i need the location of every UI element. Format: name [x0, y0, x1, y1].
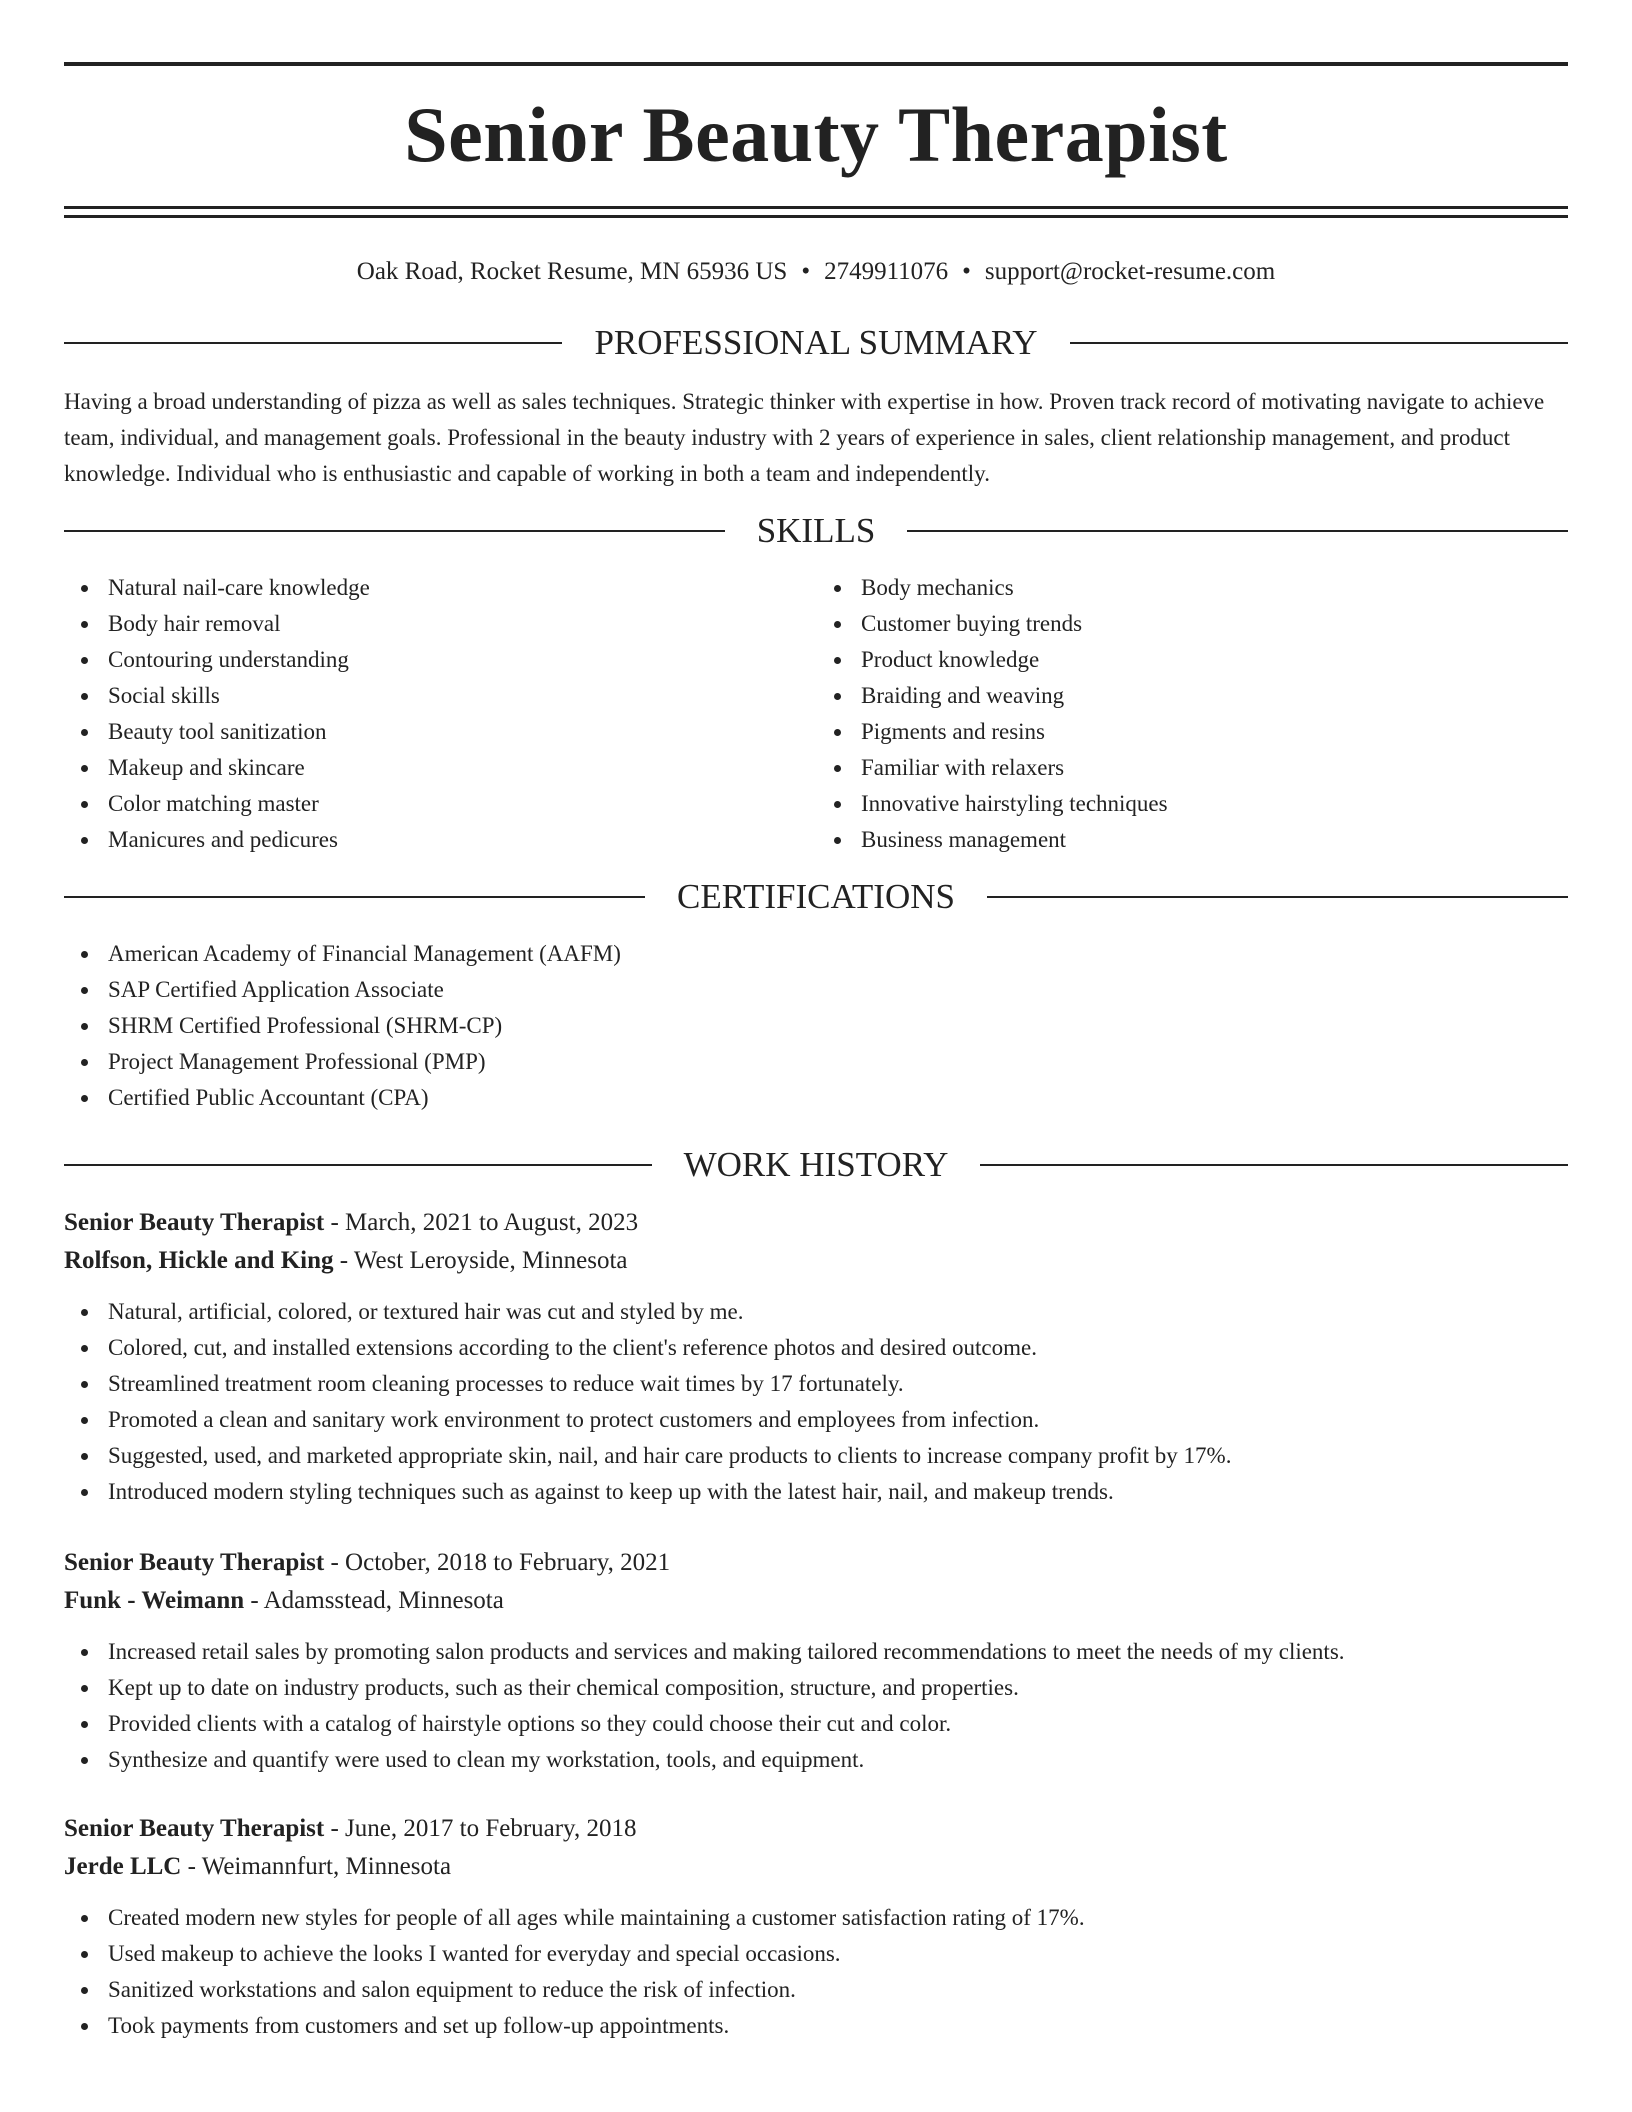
contact-separator: •	[962, 258, 971, 285]
skills-heading	[64, 504, 1568, 558]
summary-text: Having a broad understanding of pizza as well as sales techniques. Strategic thinker with expertise in how. Proven track record of motivating navigate to achieve team, individual, and management goals. Professional in the beauty industry with 2 years of experience in sales, client relationship management, and product knowledge. Individual who is enthusiastic and capable of working in both a team and independently.	[64, 389, 1545, 486]
job-bullets	[64, 1900, 1568, 2044]
heading-rule-left	[64, 896, 645, 898]
job-title: Senior Beauty Therapist	[64, 1815, 325, 1842]
job-bullet: Natural, artificial, colored, or textured hair was cut and styled by me.	[64, 1294, 1568, 1330]
work-history-heading-label: WORK HISTORY	[683, 1145, 949, 1184]
job-bullets	[64, 1294, 1568, 1510]
job-bullet: Synthesize and quantify were used to clean my workstation, tools, and equipment.	[64, 1742, 1568, 1778]
job-bullet: Created modern new styles for people of all ages while maintaining a customer satisfaction rating of 17%.	[64, 1900, 1568, 1936]
skill-item: Body mechanics	[817, 570, 1568, 606]
contact-separator: •	[801, 258, 811, 285]
job-bullet: Sanitized workstations and salon equipment to reduce the risk of infection.	[64, 1972, 1568, 2008]
skill-item: Product knowledge	[817, 642, 1568, 678]
job-dates: - October, 2018 to February, 2021	[324, 1549, 671, 1576]
skills-list-right	[815, 570, 1568, 858]
heading-rule-right	[907, 530, 1568, 532]
job-bullet: Promoted a clean and sanitary work environment to protect customers and employees from infection.	[64, 1402, 1568, 1438]
certification-item: American Academy of Financial Management (AAFM)	[64, 936, 1568, 972]
job-bullets	[64, 1634, 1568, 1778]
job-company: Rolfson, Hickle and King	[64, 1247, 334, 1274]
skills-list-left	[64, 570, 815, 858]
skill-item: Body hair removal	[64, 606, 815, 642]
heading-rule-left	[64, 342, 562, 344]
contact-line	[64, 252, 1568, 292]
contact-phone: 2749911076	[824, 258, 949, 285]
job-title: Senior Beauty Therapist	[64, 1549, 325, 1576]
skill-item: Social skills	[64, 678, 815, 714]
work-history-heading	[64, 1138, 1568, 1192]
job-bullet: Kept up to date on industry products, such as their chemical composition, structure, and properties.	[64, 1670, 1568, 1706]
contact-address: Oak Road, Rocket Resume, MN 65936 US	[356, 258, 788, 285]
skill-item: Innovative hairstyling techniques	[817, 786, 1568, 822]
job-location: - Adamsstead, Minnesota	[244, 1587, 504, 1614]
skills-heading-label: SKILLS	[756, 511, 876, 550]
skill-item: Braiding and weaving	[817, 678, 1568, 714]
certification-item: SHRM Certified Professional (SHRM-CP)	[64, 1008, 1568, 1044]
summary-heading	[64, 316, 1568, 370]
job-bullet: Streamlined treatment room cleaning processes to reduce wait times by 17 fortunately.	[64, 1366, 1568, 1402]
heading-rule-right	[1070, 342, 1568, 344]
job-title-line	[64, 1544, 1568, 1582]
skill-item: Familiar with relaxers	[817, 750, 1568, 786]
job-dates: - March, 2021 to August, 2023	[324, 1209, 639, 1236]
job-bullet: Used makeup to achieve the looks I wanted for everyday and special occasions.	[64, 1936, 1568, 1972]
skill-item: Contouring understanding	[64, 642, 815, 678]
skills-columns	[64, 570, 1568, 858]
job-entry	[64, 1544, 1568, 1778]
job-company-line	[64, 1848, 1568, 1886]
job-bullet: Provided clients with a catalog of hairstyle options so they could choose their cut and color.	[64, 1706, 1568, 1742]
heading-rule-right	[980, 1164, 1568, 1166]
job-title: Senior Beauty Therapist	[64, 1209, 325, 1236]
title-double-rule	[64, 206, 1568, 218]
skill-item: Makeup and skincare	[64, 750, 815, 786]
page-title: Senior Beauty Therapist	[404, 91, 1228, 178]
job-location: - Weimannfurt, Minnesota	[181, 1853, 452, 1880]
heading-rule-left	[64, 1164, 652, 1166]
job-company-line	[64, 1582, 1568, 1620]
skill-item: Pigments and resins	[817, 714, 1568, 750]
certifications-heading-label: CERTIFICATIONS	[677, 877, 955, 916]
certification-item: Certified Public Accountant (CPA)	[64, 1080, 1568, 1116]
job-bullet: Introduced modern styling techniques such as against to keep up with the latest hair, nail, and makeup trends.	[64, 1474, 1568, 1510]
certification-item: Project Management Professional (PMP)	[64, 1044, 1568, 1080]
heading-rule-left	[64, 530, 725, 532]
job-bullet: Increased retail sales by promoting salon products and services and making tailored recommendations to meet the needs of my clients.	[64, 1634, 1568, 1670]
job-bullet: Took payments from customers and set up follow-up appointments.	[64, 2008, 1568, 2044]
job-dates: - June, 2017 to February, 2018	[324, 1815, 637, 1842]
job-entry	[64, 1204, 1568, 1510]
summary-heading-label: PROFESSIONAL SUMMARY	[594, 323, 1038, 362]
skill-item: Color matching master	[64, 786, 815, 822]
job-company-line	[64, 1242, 1568, 1280]
certifications-heading	[64, 870, 1568, 924]
skill-item: Natural nail-care knowledge	[64, 570, 815, 606]
job-company: Funk - Weimann	[64, 1587, 245, 1614]
skill-item: Beauty tool sanitization	[64, 714, 815, 750]
job-location: - West Leroyside, Minnesota	[333, 1247, 628, 1274]
certification-item: SAP Certified Application Associate	[64, 972, 1568, 1008]
certifications-list	[64, 936, 1568, 1116]
skill-item: Business management	[817, 822, 1568, 858]
job-title-line	[64, 1810, 1568, 1848]
job-bullet: Suggested, used, and marketed appropriate skin, nail, and hair care products to clients to increase company profit by 17%.	[64, 1438, 1568, 1474]
heading-rule-right	[987, 896, 1568, 898]
job-title-line	[64, 1204, 1568, 1242]
skill-item: Customer buying trends	[817, 606, 1568, 642]
job-bullet: Colored, cut, and installed extensions according to the client's reference photos and desired outcome.	[64, 1330, 1568, 1366]
contact-email: support@rocket-resume.com	[984, 258, 1276, 285]
skill-item: Manicures and pedicures	[64, 822, 815, 858]
job-entry	[64, 1810, 1568, 2044]
job-company: Jerde LLC	[64, 1853, 182, 1880]
